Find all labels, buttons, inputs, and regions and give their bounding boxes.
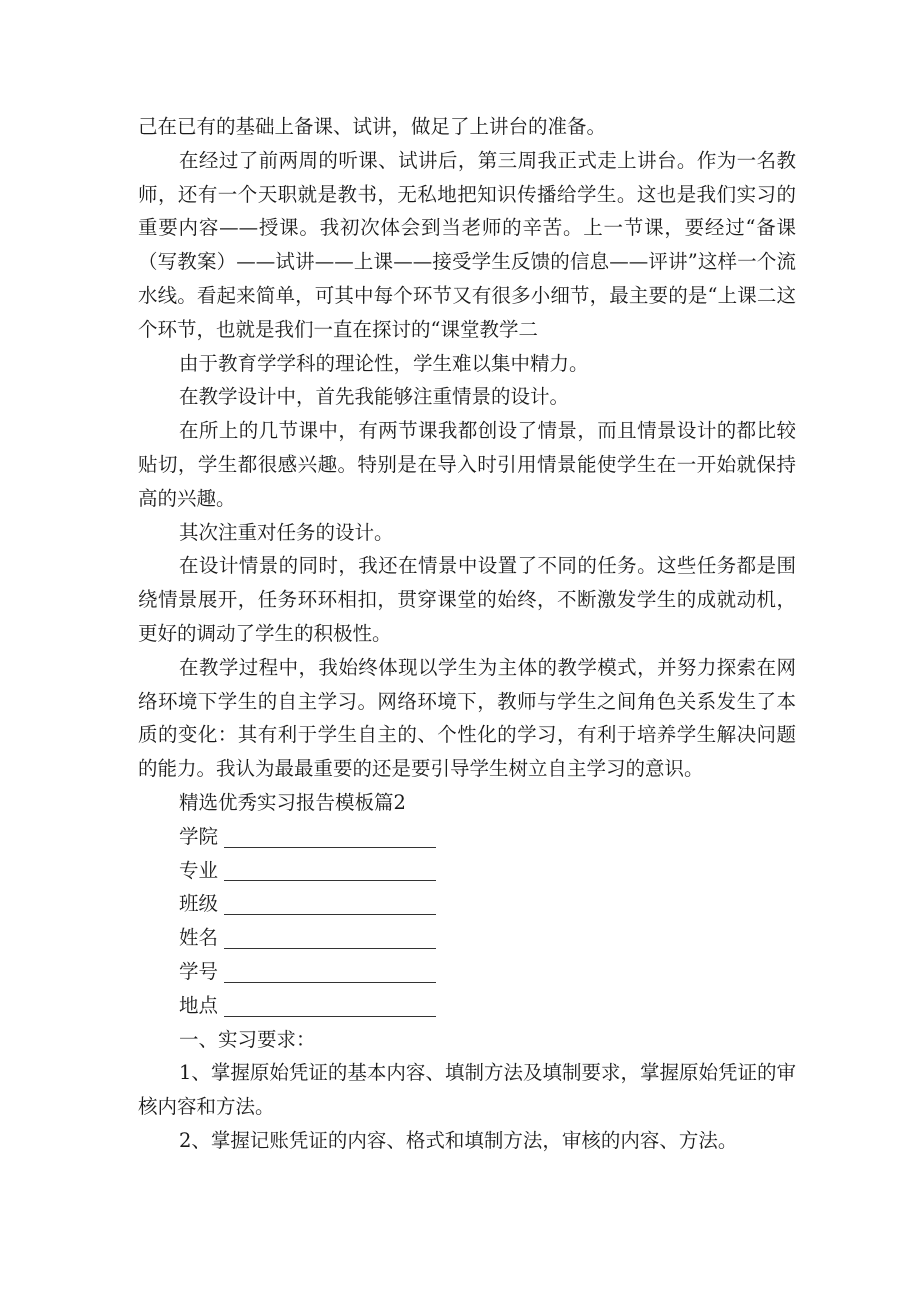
form-row-college [138,820,796,854]
paragraph-3: 由于教育学学科的理论性，学生难以集中精力。 [179,351,589,375]
paragraph-5: 在所上的几节课中，有两节课我都创设了情景，而且情景设计的都比较贴切，学生都很感兴趣。特别是在导入时引用情景能使学生在一开始就保持高的兴趣。 [138,419,796,510]
cover-form [138,820,796,1023]
form-row-name [138,921,796,955]
paragraph-7: 在设计情景的同时，我还在情景中设置了不同的任务。这些任务都是围绕情景展开，任务环环相扣，贯穿课堂的始终，不断激发学生的成就动机，更好的调动了学生的积极性。 [138,554,796,645]
paragraph-2: 在经过了前两周的听课、试讲后，第三周我正式走上讲台。作为一名教师，还有一个天职就是教书，无私地把知识传播给学生。这也是我们实习的重要内容——授课。我初次体会到当老师的辛苦。上一节课，要经过“备课（写教案）——试讲——上课——接受学生反馈的信息——评讲”这样一个流水线。看起来简单，可其中每个环节又有很多小细节，最主要的是“上课二这个环节，也就是我们一直在探讨的“课堂教学二 [138,148,796,341]
form-blank-line [224,960,436,983]
document-page [138,110,796,1158]
paragraph-8: 在教学过程中，我始终体现以学生为主体的教学模式，并努力探索在网络环境下学生的自主学习。网络环境下，教师与学生之间角色关系发生了本质的变化：其有利于学生自主的、个性化的学习，有利于培养学生解决问题的能力。我认为最最重要的还是要引导学生树立自主学习的意识。 [138,655,796,781]
form-row-major [138,854,796,888]
form-label: 姓名 [179,926,219,950]
form-label: 专业 [179,858,219,882]
requirement-item-1: 1、掌握原始凭证的基本内容、填制方法及填制要求，掌握原始凭证的审核内容和方法。 [138,1061,796,1119]
paragraph-6: 其次注重对任务的设计。 [179,520,394,544]
form-label: 班级 [179,892,219,916]
heading-requirements: 一、实习要求： [179,1027,316,1051]
form-blank-line [224,892,436,915]
form-row-student-id [138,955,796,989]
form-blank-line [224,825,436,848]
form-label: 地点 [179,993,219,1017]
form-blank-line [224,994,436,1017]
requirement-item-2: 2、掌握记账凭证的内容、格式和填制方法，审核的内容、方法。 [179,1128,738,1152]
form-row-class [138,887,796,921]
paragraph-4: 在教学设计中，首先我能够注重情景的设计。 [179,385,570,409]
form-blank-line [224,858,436,881]
form-row-location [138,989,796,1023]
form-label: 学院 [179,824,219,848]
form-blank-line [224,926,436,949]
paragraph-1: 己在已有的基础上备课、试讲，做足了上讲台的准备。 [138,115,607,138]
section-title: 精选优秀实习报告模板篇2 [179,790,406,814]
form-label: 学号 [179,959,219,983]
